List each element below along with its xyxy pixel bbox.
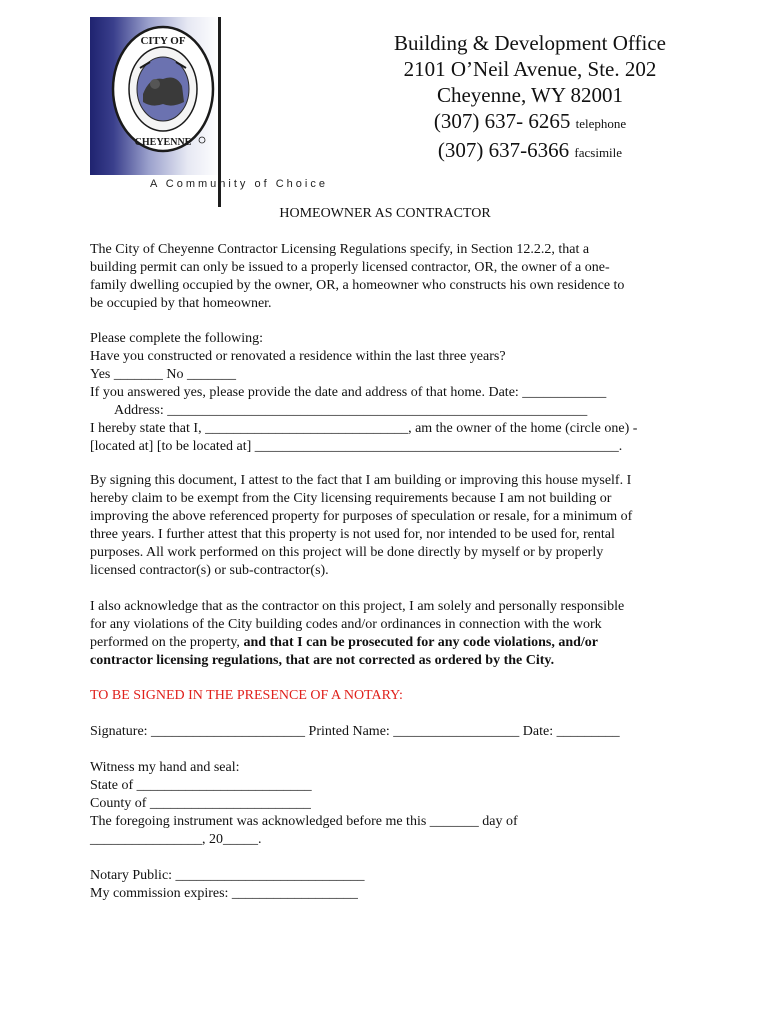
notary-section [90, 867, 690, 903]
fax-label: facsimile [574, 145, 623, 160]
county-line[interactable]: County of _______________________ [90, 796, 311, 811]
acknowledge-paragraph [90, 598, 690, 670]
acknowledge-line [90, 652, 690, 670]
city-seal-icon [110, 24, 216, 154]
intro-line: building permit can only be issued to a properly licensed contractor, OR, the owner of a one- [90, 260, 610, 275]
acknowledge-bold: contractor licensing regulations, that are not corrected as ordered by the City. [90, 653, 555, 668]
document-title: HOMEOWNER AS CONTRACTOR [279, 206, 491, 221]
owner-statement-line[interactable]: I hereby state that I, _____________________________, am the owner of the home (circle one) - [90, 421, 638, 436]
acknowledged-line[interactable]: The foregoing instrument was acknowledged before me this _______ day of [90, 814, 518, 829]
intro-line: family dwelling occupied by the owner, OR, a homeowner who constructs his own residence to [90, 278, 625, 293]
yes-no-line[interactable]: Yes _______ No _______ [90, 367, 236, 382]
phone-label: telephone [575, 116, 627, 131]
questions-section [90, 330, 690, 456]
intro-paragraph [90, 241, 690, 313]
attest-paragraph [90, 472, 690, 580]
logo-tagline: A Community of Choice [150, 178, 328, 190]
office-street: 2101 O’Neil Avenue, Ste. 202 [403, 57, 657, 81]
attest-line: purposes. All work performed on this project will be done directly by myself or by properly [90, 545, 604, 560]
address-line[interactable]: Address: ____________________________________________________________ [114, 403, 588, 418]
phone-number: (307) 637- 6265 [433, 109, 571, 133]
question-line: Have you constructed or renovated a residence within the last three years? [90, 349, 506, 364]
notary-heading: TO BE SIGNED IN THE PRESENCE OF A NOTARY: [90, 688, 403, 703]
location-line[interactable]: [located at] [to be located at] ____________________________________________________. [90, 439, 623, 454]
acknowledge-plain: performed on the property, [90, 635, 244, 650]
attest-line: hereby claim to be exempt from the City licensing requirements because I am not building or [90, 491, 612, 506]
attest-line: improving the above referenced property for purposes of speculation or resale, for a minimum of [90, 509, 633, 524]
year-line[interactable]: ________________, 20_____. [90, 832, 262, 847]
acknowledge-line: for any violations of the City building codes and/or ordinances in connection with the work [90, 617, 602, 632]
fax-number: (307) 637-6366 [437, 138, 570, 162]
seal-text-top: CITY OF [140, 35, 186, 47]
notary-public-line[interactable]: Notary Public: ___________________________ [90, 868, 365, 883]
acknowledge-bold: and that I can be prosecuted for any code violations, and/or [243, 635, 599, 650]
attest-line: licensed contractor(s) or sub-contractor(s). [90, 563, 329, 578]
intro-line: be occupied by that homeowner. [90, 296, 272, 311]
witness-line: Witness my hand and seal: [90, 760, 240, 775]
attest-line: By signing this document, I attest to the fact that I am building or improving this house myself. I [90, 473, 632, 488]
office-fax [360, 137, 700, 166]
office-name: Building & Development Office [394, 31, 666, 55]
question-line: Please complete the following: [90, 331, 264, 346]
signature-line[interactable]: Signature: ______________________ Printed Name: __________________ Date: _________ [90, 724, 620, 739]
commission-expires-line[interactable]: My commission expires: __________________ [90, 886, 358, 901]
attest-line: three years. I further attest that this property is not used for, nor intended to be used for, rental [90, 527, 615, 542]
state-line[interactable]: State of _________________________ [90, 778, 312, 793]
acknowledge-line [90, 634, 690, 652]
office-city: Cheyenne, WY 82001 [436, 83, 624, 107]
acknowledge-line: I also acknowledge that as the contractor on this project, I am solely and personally responsible [90, 599, 625, 614]
office-phone [360, 108, 700, 137]
intro-line: The City of Cheyenne Contractor Licensing Regulations specify, in Section 12.2.2, that a [90, 242, 590, 257]
witness-section [90, 759, 690, 849]
date-line[interactable]: If you answered yes, please provide the date and address of that home. Date: ____________ [90, 385, 607, 400]
seal-text-bottom: CHEYENNE [134, 137, 192, 148]
office-address [360, 30, 700, 166]
